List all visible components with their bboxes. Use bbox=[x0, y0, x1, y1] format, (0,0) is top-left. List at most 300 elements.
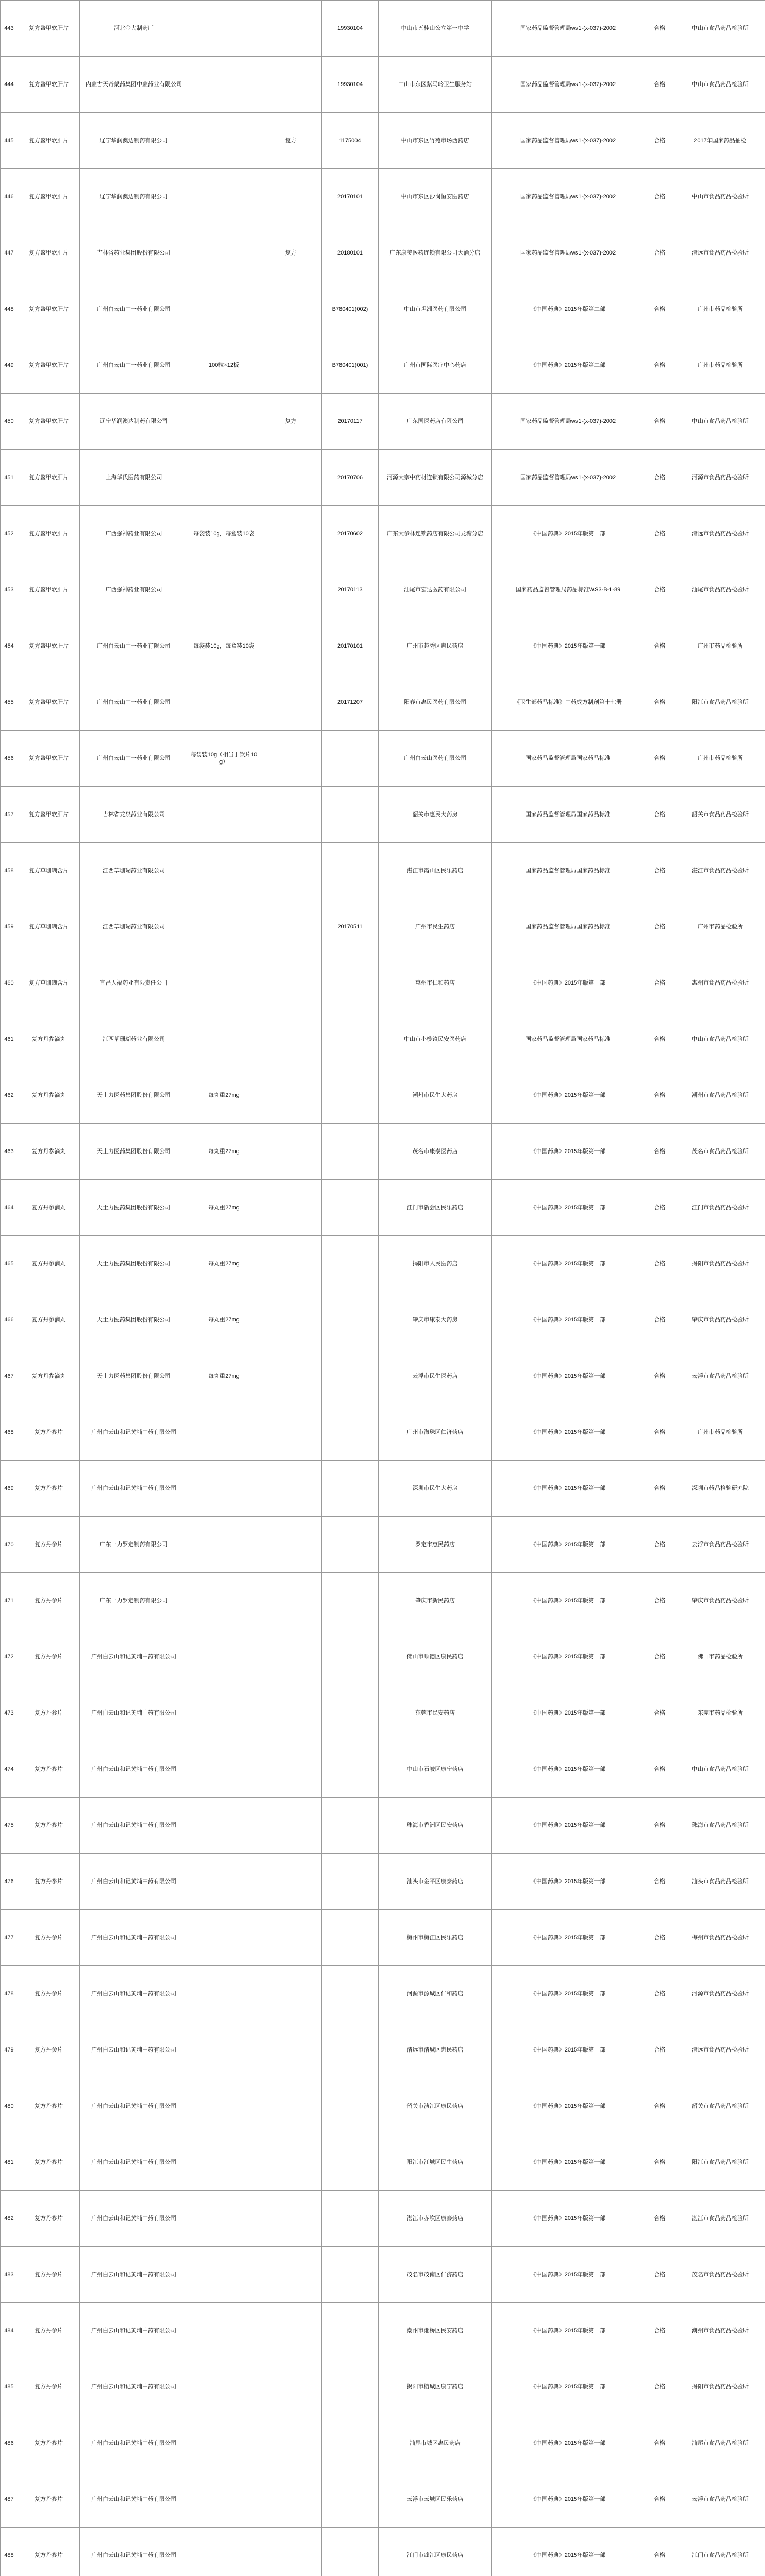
table-cell bbox=[260, 1, 322, 57]
table-cell: 中山市食品药品检验所 bbox=[675, 1, 765, 57]
table-cell: 合格 bbox=[644, 2415, 675, 2471]
table-cell: 深圳市药品检验研究院 bbox=[675, 1461, 765, 1517]
table-cell bbox=[188, 899, 260, 955]
table-cell: 中山市食品药品检验所 bbox=[675, 169, 765, 225]
table-row bbox=[1, 2359, 765, 2415]
table-row bbox=[1, 1573, 765, 1629]
table-cell: 475 bbox=[1, 1798, 18, 1854]
table-cell: 广州市民生药店 bbox=[379, 899, 492, 955]
table-cell: 国家药品监督管理局国家药品标准 bbox=[492, 899, 644, 955]
table-cell: 472 bbox=[1, 1629, 18, 1685]
table-cell: 合格 bbox=[644, 2134, 675, 2191]
table-cell: 云浮市食品药品检验所 bbox=[675, 1348, 765, 1404]
table-cell: 20170101 bbox=[322, 618, 379, 674]
table-cell: 国家药品监督管理局国家药品标准 bbox=[492, 787, 644, 843]
table-cell bbox=[260, 2022, 322, 2078]
table-cell: 481 bbox=[1, 2134, 18, 2191]
table-cell: 潮州市食品药品检验所 bbox=[675, 2303, 765, 2359]
table-cell: 揭阳市榕城区康宁药店 bbox=[379, 2359, 492, 2415]
table-cell bbox=[322, 2191, 379, 2247]
table-cell: 复方丹参片 bbox=[18, 1966, 80, 2022]
table-cell: 465 bbox=[1, 1236, 18, 1292]
table-cell: 河源市源城区仁和药店 bbox=[379, 1966, 492, 2022]
table-cell bbox=[188, 2471, 260, 2528]
table-cell bbox=[188, 281, 260, 337]
table-cell: 复方鳖甲软肝片 bbox=[18, 225, 80, 281]
table-row bbox=[1, 2471, 765, 2528]
table-cell: 广州白云山和记黄埔中药有限公司 bbox=[80, 1461, 188, 1517]
table-cell: 《中国药典》2015年版第一部 bbox=[492, 1910, 644, 1966]
table-cell: 复方丹参片 bbox=[18, 2303, 80, 2359]
table-cell: 合格 bbox=[644, 787, 675, 843]
table-cell bbox=[322, 955, 379, 1011]
table-cell: 广州市药品检验所 bbox=[675, 731, 765, 787]
table-cell bbox=[188, 1517, 260, 1573]
table-cell: 揭阳市食品药品检验所 bbox=[675, 1236, 765, 1292]
table-cell bbox=[188, 2528, 260, 2576]
table-cell: 《中国药典》2015年版第一部 bbox=[492, 1180, 644, 1236]
table-cell: 474 bbox=[1, 1741, 18, 1798]
table-cell: 复方鳖甲软肝片 bbox=[18, 169, 80, 225]
table-cell: 合格 bbox=[644, 225, 675, 281]
table-cell: 《中国药典》2015年版第一部 bbox=[492, 1461, 644, 1517]
table-cell bbox=[188, 1685, 260, 1741]
table-cell: 广州白云山和记黄埔中药有限公司 bbox=[80, 1798, 188, 1854]
table-row bbox=[1, 2247, 765, 2303]
table-cell: 合格 bbox=[644, 394, 675, 450]
table-cell: 复方鳖甲软肝片 bbox=[18, 787, 80, 843]
table-cell: 450 bbox=[1, 394, 18, 450]
table-cell: 广州白云山中一药业有限公司 bbox=[80, 337, 188, 394]
table-cell bbox=[322, 2078, 379, 2134]
table-cell: 梅州市梅江区民乐药店 bbox=[379, 1910, 492, 1966]
table-cell: 广州市药品检验所 bbox=[675, 281, 765, 337]
table-cell bbox=[260, 2247, 322, 2303]
table-cell: 473 bbox=[1, 1685, 18, 1741]
table-row bbox=[1, 1180, 765, 1236]
table-row bbox=[1, 562, 765, 618]
table-cell: 茂名市康泰医药店 bbox=[379, 1124, 492, 1180]
table-cell: 合格 bbox=[644, 1854, 675, 1910]
table-cell: 汕头市食品药品检验所 bbox=[675, 1854, 765, 1910]
table-row bbox=[1, 1, 765, 57]
table-cell: 457 bbox=[1, 787, 18, 843]
table-cell: 453 bbox=[1, 562, 18, 618]
table-cell: 复方鳖甲软肝片 bbox=[18, 281, 80, 337]
table-row bbox=[1, 1124, 765, 1180]
table-cell bbox=[322, 2134, 379, 2191]
table-cell bbox=[322, 731, 379, 787]
table-cell bbox=[188, 562, 260, 618]
table-cell: 合格 bbox=[644, 955, 675, 1011]
table-cell: 复方丹参滴丸 bbox=[18, 1292, 80, 1348]
table-cell: 湛江市霞山区民乐药店 bbox=[379, 843, 492, 899]
table-cell bbox=[188, 57, 260, 113]
table-cell: 复方鳖甲软肝片 bbox=[18, 394, 80, 450]
table-cell bbox=[188, 1404, 260, 1461]
table-cell: 复方丹参滴丸 bbox=[18, 1348, 80, 1404]
table-cell: 复方丹参片 bbox=[18, 1910, 80, 1966]
table-cell: 广州市海珠区仁济药店 bbox=[379, 1404, 492, 1461]
table-cell bbox=[260, 337, 322, 394]
table-cell: 合格 bbox=[644, 1573, 675, 1629]
table-cell: 444 bbox=[1, 57, 18, 113]
table-row bbox=[1, 2134, 765, 2191]
table-cell: 100粒×12板 bbox=[188, 337, 260, 394]
table-cell bbox=[260, 2415, 322, 2471]
table-cell: 复方草珊瑚含片 bbox=[18, 843, 80, 899]
table-cell: 国家药品监督管理局ws1-(x-037)-2002 bbox=[492, 394, 644, 450]
table-cell bbox=[188, 2359, 260, 2415]
table-cell bbox=[322, 1124, 379, 1180]
table-cell: 中山市五桂山公立第一中学 bbox=[379, 1, 492, 57]
table-cell: 清远市食品药品检验所 bbox=[675, 2022, 765, 2078]
table-row bbox=[1, 731, 765, 787]
table-row bbox=[1, 1685, 765, 1741]
table-cell: 467 bbox=[1, 1348, 18, 1404]
table-row bbox=[1, 394, 765, 450]
table-cell: 482 bbox=[1, 2191, 18, 2247]
table-row bbox=[1, 2078, 765, 2134]
table-cell: 广东康美医药连锁有限公司大涌分店 bbox=[379, 225, 492, 281]
table-cell: 江门市蓬江区康民药店 bbox=[379, 2528, 492, 2576]
table-cell: 中山市东区竹苑市场西药店 bbox=[379, 113, 492, 169]
table-cell: 梅州市食品药品检验所 bbox=[675, 1910, 765, 1966]
table-cell: 广东一力罗定制药有限公司 bbox=[80, 1517, 188, 1573]
table-cell: B780401(001) bbox=[322, 337, 379, 394]
table-cell bbox=[260, 2191, 322, 2247]
table-cell: 458 bbox=[1, 843, 18, 899]
table-cell: 复方丹参片 bbox=[18, 1404, 80, 1461]
table-cell bbox=[322, 1966, 379, 2022]
table-cell bbox=[260, 1966, 322, 2022]
table-cell: 阳江市食品药品检验所 bbox=[675, 2134, 765, 2191]
table-cell: 《中国药典》2015年版第一部 bbox=[492, 1966, 644, 2022]
table-cell bbox=[260, 1124, 322, 1180]
table-cell: 广州白云山和记黄埔中药有限公司 bbox=[80, 1910, 188, 1966]
table-row bbox=[1, 169, 765, 225]
table-cell: 470 bbox=[1, 1517, 18, 1573]
table-cell bbox=[260, 506, 322, 562]
table-cell: 447 bbox=[1, 225, 18, 281]
table-cell: 肇庆市食品药品检验所 bbox=[675, 1292, 765, 1348]
table-cell: 469 bbox=[1, 1461, 18, 1517]
table-cell: 复方鳖甲软肝片 bbox=[18, 731, 80, 787]
table-cell: 深圳市民生大药房 bbox=[379, 1461, 492, 1517]
table-cell bbox=[260, 1798, 322, 1854]
table-row bbox=[1, 899, 765, 955]
table-cell: 复方 bbox=[260, 225, 322, 281]
table-cell: 合格 bbox=[644, 1517, 675, 1573]
table-cell bbox=[188, 1798, 260, 1854]
table-cell: 合格 bbox=[644, 2078, 675, 2134]
table-cell bbox=[322, 1404, 379, 1461]
table-cell: 合格 bbox=[644, 1629, 675, 1685]
table-cell bbox=[260, 955, 322, 1011]
table-cell: 复方丹参片 bbox=[18, 2359, 80, 2415]
table-cell: 合格 bbox=[644, 506, 675, 562]
table-cell: 潮州市湘桥区民安药店 bbox=[379, 2303, 492, 2359]
table-cell: 456 bbox=[1, 731, 18, 787]
table-cell bbox=[260, 1236, 322, 1292]
table-cell: 478 bbox=[1, 1966, 18, 2022]
table-cell bbox=[322, 2303, 379, 2359]
table-cell: 479 bbox=[1, 2022, 18, 2078]
table-cell bbox=[322, 2415, 379, 2471]
table-cell bbox=[188, 955, 260, 1011]
table-cell: 483 bbox=[1, 2247, 18, 2303]
table-cell bbox=[188, 1461, 260, 1517]
table-cell: B780401(002) bbox=[322, 281, 379, 337]
table-cell: 每丸重27mg bbox=[188, 1124, 260, 1180]
table-cell bbox=[322, 1854, 379, 1910]
table-cell: 广州白云山和记黄埔中药有限公司 bbox=[80, 1629, 188, 1685]
table-cell: 汕头市金平区康泰药店 bbox=[379, 1854, 492, 1910]
table-cell: 江西草珊瑚药业有限公司 bbox=[80, 899, 188, 955]
table-cell: 复方丹参片 bbox=[18, 2415, 80, 2471]
table-cell: 复方丹参片 bbox=[18, 1798, 80, 1854]
table-cell: 《中国药典》2015年版第一部 bbox=[492, 1629, 644, 1685]
table-cell bbox=[188, 113, 260, 169]
table-cell bbox=[322, 1180, 379, 1236]
table-cell: 云浮市云城区民乐药店 bbox=[379, 2471, 492, 2528]
table-row bbox=[1, 1854, 765, 1910]
table-cell: 复方丹参片 bbox=[18, 1461, 80, 1517]
table-cell: 《中国药典》2015年版第一部 bbox=[492, 2415, 644, 2471]
table-cell: 珠海市香洲区民安药店 bbox=[379, 1798, 492, 1854]
table-cell: 中山市小榄镇民安医药店 bbox=[379, 1011, 492, 1067]
table-cell: 国家药品监督管理局药品标准WS3-B-1-89 bbox=[492, 562, 644, 618]
table-cell: 449 bbox=[1, 337, 18, 394]
table-cell bbox=[260, 169, 322, 225]
table-cell: 中山市食品药品检验所 bbox=[675, 57, 765, 113]
table-cell bbox=[322, 1798, 379, 1854]
table-cell: 复方鳖甲软肝片 bbox=[18, 674, 80, 731]
table-cell: 《中国药典》2015年版第一部 bbox=[492, 1798, 644, 1854]
table-cell: 阳江市食品药品检验所 bbox=[675, 674, 765, 731]
table-cell bbox=[260, 2528, 322, 2576]
table-cell: 广州白云山和记黄埔中药有限公司 bbox=[80, 2303, 188, 2359]
table-cell bbox=[188, 2247, 260, 2303]
table-cell: 广州白云山和记黄埔中药有限公司 bbox=[80, 1404, 188, 1461]
table-cell: 天士力医药集团股份有限公司 bbox=[80, 1067, 188, 1124]
table-cell bbox=[260, 2359, 322, 2415]
table-cell: 中山市东区紫马岭卫生服务站 bbox=[379, 57, 492, 113]
table-cell bbox=[260, 787, 322, 843]
table-cell bbox=[188, 1629, 260, 1685]
table-cell: 448 bbox=[1, 281, 18, 337]
table-row bbox=[1, 1348, 765, 1404]
table-cell bbox=[260, 618, 322, 674]
table-cell: 中山市食品药品检验所 bbox=[675, 1011, 765, 1067]
table-cell bbox=[260, 562, 322, 618]
table-cell: 合格 bbox=[644, 899, 675, 955]
table-cell bbox=[322, 1685, 379, 1741]
table-cell bbox=[260, 2134, 322, 2191]
table-cell: 广州市国际医疗中心药店 bbox=[379, 337, 492, 394]
table-cell: 茂名市食品药品检验所 bbox=[675, 1124, 765, 1180]
table-cell: 清远市清城区惠民药店 bbox=[379, 2022, 492, 2078]
table-cell: 复方丹参片 bbox=[18, 1741, 80, 1798]
table-row bbox=[1, 955, 765, 1011]
table-cell: 合格 bbox=[644, 169, 675, 225]
table-cell bbox=[260, 281, 322, 337]
table-cell: 韶关市食品药品检验所 bbox=[675, 787, 765, 843]
table-row bbox=[1, 2528, 765, 2576]
table-cell: 佛山市药品检验所 bbox=[675, 1629, 765, 1685]
table-cell: 1175004 bbox=[322, 113, 379, 169]
table-cell: 广州白云山和记黄埔中药有限公司 bbox=[80, 1854, 188, 1910]
table-cell: 广州市药品检验所 bbox=[675, 899, 765, 955]
table-cell: 20170113 bbox=[322, 562, 379, 618]
table-cell: 每丸重27mg bbox=[188, 1180, 260, 1236]
table-cell: 广州白云山和记黄埔中药有限公司 bbox=[80, 2415, 188, 2471]
table-cell bbox=[260, 899, 322, 955]
table-cell: 《中国药典》2015年版第一部 bbox=[492, 1124, 644, 1180]
table-cell bbox=[260, 1404, 322, 1461]
table-cell: 480 bbox=[1, 2078, 18, 2134]
table-cell: 上海华氏医药有限公司 bbox=[80, 450, 188, 506]
table-cell bbox=[260, 2471, 322, 2528]
table-row bbox=[1, 1236, 765, 1292]
table-cell: 中山市食品药品检验所 bbox=[675, 394, 765, 450]
table-cell: 合格 bbox=[644, 1741, 675, 1798]
table-row bbox=[1, 2022, 765, 2078]
table-cell: 韶关市浈江区康民药店 bbox=[379, 2078, 492, 2134]
table-cell bbox=[322, 1292, 379, 1348]
table-cell: 揭阳市食品药品检验所 bbox=[675, 2359, 765, 2415]
table-cell: 《中国药典》2015年版第一部 bbox=[492, 1517, 644, 1573]
table-cell: 复方草珊瑚含片 bbox=[18, 955, 80, 1011]
table-cell: 《中国药典》2015年版第二部 bbox=[492, 337, 644, 394]
table-cell: 国家药品监督管理局ws1-(x-037)-2002 bbox=[492, 225, 644, 281]
table-cell: 国家药品监督管理局国家药品标准 bbox=[492, 1011, 644, 1067]
table-cell: 复方丹参片 bbox=[18, 1629, 80, 1685]
table-cell bbox=[322, 2528, 379, 2576]
table-cell: 复方丹参片 bbox=[18, 2078, 80, 2134]
table-cell: 辽宁华润澳达制药有限公司 bbox=[80, 394, 188, 450]
table-cell: 合格 bbox=[644, 2528, 675, 2576]
table-cell bbox=[322, 2471, 379, 2528]
table-cell bbox=[260, 1011, 322, 1067]
table-cell: 合格 bbox=[644, 57, 675, 113]
table-cell: 广州白云山和记黄埔中药有限公司 bbox=[80, 2134, 188, 2191]
table-cell: 合格 bbox=[644, 731, 675, 787]
table-cell bbox=[260, 1854, 322, 1910]
table-row bbox=[1, 281, 765, 337]
table-cell bbox=[260, 1573, 322, 1629]
table-row bbox=[1, 1798, 765, 1854]
table-cell: 合格 bbox=[644, 1404, 675, 1461]
table-cell bbox=[188, 1, 260, 57]
table-cell: 广州白云山和记黄埔中药有限公司 bbox=[80, 2359, 188, 2415]
table-cell: 合格 bbox=[644, 562, 675, 618]
table-cell bbox=[322, 2247, 379, 2303]
table-cell: 潮州市民生大药房 bbox=[379, 1067, 492, 1124]
table-cell: 广州白云山中一药业有限公司 bbox=[80, 731, 188, 787]
table-cell: 每丸重27mg bbox=[188, 1236, 260, 1292]
table-cell: 复方丹参片 bbox=[18, 2022, 80, 2078]
table-row bbox=[1, 1966, 765, 2022]
table-cell bbox=[188, 2415, 260, 2471]
table-cell: 445 bbox=[1, 113, 18, 169]
table-cell: 443 bbox=[1, 1, 18, 57]
table-cell: 《中国药典》2015年版第一部 bbox=[492, 2247, 644, 2303]
table-row bbox=[1, 787, 765, 843]
table-row bbox=[1, 843, 765, 899]
table-cell bbox=[188, 1966, 260, 2022]
table-cell: 合格 bbox=[644, 337, 675, 394]
table-cell bbox=[322, 1629, 379, 1685]
table-cell: 《中国药典》2015年版第一部 bbox=[492, 1854, 644, 1910]
table-cell bbox=[322, 1741, 379, 1798]
table-cell bbox=[260, 1180, 322, 1236]
table-cell: 湛江市食品药品检验所 bbox=[675, 2191, 765, 2247]
table-cell: 河源市食品药品检验所 bbox=[675, 1966, 765, 2022]
table-cell: 吉林省药业集团股份有限公司 bbox=[80, 225, 188, 281]
table-cell: 揭阳市人民医药店 bbox=[379, 1236, 492, 1292]
table-row bbox=[1, 1629, 765, 1685]
table-cell: 487 bbox=[1, 2471, 18, 2528]
table-cell: 清远市食品药品检验所 bbox=[675, 225, 765, 281]
table-cell: 合格 bbox=[644, 281, 675, 337]
table-cell: 451 bbox=[1, 450, 18, 506]
table-cell: 20171207 bbox=[322, 674, 379, 731]
table-cell: 宜昌人福药业有限责任公司 bbox=[80, 955, 188, 1011]
table-cell: 广州白云山中一药业有限公司 bbox=[80, 674, 188, 731]
table-cell: 461 bbox=[1, 1011, 18, 1067]
table-cell bbox=[260, 1685, 322, 1741]
table-cell: 内蒙古天奇蒙药集团中蒙药业有限公司 bbox=[80, 57, 188, 113]
table-cell: 复方丹参片 bbox=[18, 1517, 80, 1573]
table-cell: 复方草珊瑚含片 bbox=[18, 899, 80, 955]
table-cell: 476 bbox=[1, 1854, 18, 1910]
table-cell: 462 bbox=[1, 1067, 18, 1124]
table-cell: 阳春市惠民医药有限公司 bbox=[379, 674, 492, 731]
table-cell: 广州白云山医药有限公司 bbox=[379, 731, 492, 787]
table-cell: 肇庆市新民药店 bbox=[379, 1573, 492, 1629]
table-cell: 河源市食品药品检验所 bbox=[675, 450, 765, 506]
table-row bbox=[1, 1067, 765, 1124]
table-cell: 合格 bbox=[644, 2247, 675, 2303]
table-cell bbox=[188, 2191, 260, 2247]
table-cell: 合格 bbox=[644, 674, 675, 731]
table-cell: 复方丹参片 bbox=[18, 2471, 80, 2528]
table-cell: 惠州市食品药品检验所 bbox=[675, 955, 765, 1011]
table-cell: 合格 bbox=[644, 618, 675, 674]
table-cell: 464 bbox=[1, 1180, 18, 1236]
table-cell bbox=[260, 450, 322, 506]
table-cell: 合格 bbox=[644, 2191, 675, 2247]
table-cell: 广州白云山和记黄埔中药有限公司 bbox=[80, 2247, 188, 2303]
table-cell: 复方鳖甲软肝片 bbox=[18, 337, 80, 394]
table-cell bbox=[260, 1067, 322, 1124]
table-cell: 复方 bbox=[260, 113, 322, 169]
table-cell: 合格 bbox=[644, 113, 675, 169]
table-cell: 446 bbox=[1, 169, 18, 225]
table-cell: 复方丹参片 bbox=[18, 1685, 80, 1741]
table-row bbox=[1, 1292, 765, 1348]
table-cell: 肇庆市食品药品检验所 bbox=[675, 1573, 765, 1629]
table-cell: 广州市越秀区惠民药房 bbox=[379, 618, 492, 674]
table-cell: 合格 bbox=[644, 2022, 675, 2078]
table-cell bbox=[322, 1067, 379, 1124]
table-cell bbox=[188, 1573, 260, 1629]
table-cell: 河北金大制药厂 bbox=[80, 1, 188, 57]
table-cell bbox=[188, 2078, 260, 2134]
table-cell: 455 bbox=[1, 674, 18, 731]
table-cell: 20170101 bbox=[322, 169, 379, 225]
